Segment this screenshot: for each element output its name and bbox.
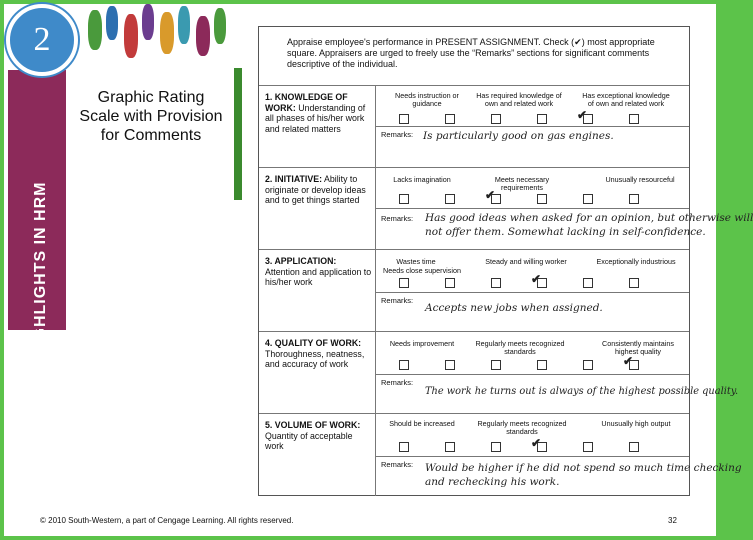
remarks-label: Remarks: bbox=[381, 378, 414, 387]
remark-text: Accepts new jobs when assigned. bbox=[425, 302, 603, 314]
copyright-footer: © 2010 South-Western, a part of Cengage Learning. All rights reserved. bbox=[40, 516, 294, 525]
rating-checkbox[interactable] bbox=[399, 442, 409, 452]
rating-checkbox[interactable] bbox=[445, 278, 455, 288]
rating-checkbox[interactable] bbox=[629, 442, 639, 452]
rating-checkbox[interactable] bbox=[399, 278, 409, 288]
rating-checkbox[interactable] bbox=[445, 194, 455, 204]
level-label: Lacks imagination bbox=[393, 175, 451, 184]
rating-checkbox[interactable] bbox=[491, 360, 501, 370]
rating-checkbox[interactable] bbox=[445, 442, 455, 452]
rating-checkbox[interactable] bbox=[491, 278, 501, 288]
check-mark: ✔ bbox=[577, 108, 588, 122]
rating-checkbox[interactable] bbox=[399, 360, 409, 370]
level-label: Consistently maintains highest quality bbox=[602, 339, 674, 356]
rating-checkbox[interactable] bbox=[445, 114, 455, 124]
level-label: Regularly meets recognized standards bbox=[477, 419, 567, 436]
remarks-label: Remarks: bbox=[381, 460, 414, 469]
remark-text: and rechecking his work. bbox=[425, 476, 560, 488]
check-mark: ✔ bbox=[531, 272, 542, 286]
level-label: Meets necessary requirements bbox=[494, 175, 550, 192]
remarks-label: Remarks: bbox=[381, 214, 414, 223]
rating-checkbox[interactable] bbox=[445, 360, 455, 370]
level-label: Unusually resourceful bbox=[605, 175, 675, 184]
rating-checkbox[interactable] bbox=[399, 194, 409, 204]
rating-checkbox[interactable] bbox=[583, 194, 593, 204]
level-label: Regularly meets recognized standards bbox=[475, 339, 565, 356]
rating-checkbox[interactable] bbox=[583, 442, 593, 452]
rating-checkbox[interactable] bbox=[537, 194, 547, 204]
level-label: Has exceptional knowledge of own and related work bbox=[582, 91, 670, 108]
trait-title: 3. APPLICATION: Attention and application to his/her work bbox=[265, 256, 372, 287]
rating-form bbox=[258, 26, 753, 496]
level-label: Wastes time bbox=[396, 257, 436, 266]
rating-checkbox[interactable] bbox=[583, 360, 593, 370]
trait-title: 2. INITIATIVE: Ability to originate or develop ideas and to get things started bbox=[265, 174, 366, 205]
level-label: Unusually high output bbox=[601, 419, 671, 428]
page-number: 32 bbox=[668, 516, 677, 525]
rating-checkbox[interactable] bbox=[583, 278, 593, 288]
trait-knowledge bbox=[259, 85, 689, 168]
remark-text: The work he turns out is always of the highest possible quality. bbox=[425, 386, 739, 397]
decorative-image bbox=[84, 4, 234, 64]
level-label: Should be increased bbox=[389, 419, 455, 428]
rating-checkbox[interactable] bbox=[491, 114, 501, 124]
level-label: Needs instruction or guidance bbox=[395, 91, 459, 108]
check-mark: ✔ bbox=[485, 188, 496, 202]
trait-title: 5. VOLUME OF WORK: Quantity of acceptable work bbox=[265, 420, 361, 451]
rating-checkbox[interactable] bbox=[537, 360, 547, 370]
remarks-label: Remarks: bbox=[381, 296, 414, 305]
trait-volume bbox=[259, 413, 742, 496]
trait-title: 1. KNOWLEDGE OF WORK: Understanding of all phases of his/her work and related matters bbox=[265, 92, 366, 134]
remark-text: Is particularly good on gas engines. bbox=[423, 130, 614, 142]
rating-checkbox[interactable] bbox=[537, 114, 547, 124]
remarks-label: Remarks: bbox=[381, 130, 414, 139]
remark-text: Would be higher if he did not spend so much time checking bbox=[425, 462, 742, 474]
level-label: Exceptionally industrious bbox=[596, 257, 676, 266]
chapter-badge: 2 bbox=[6, 4, 78, 76]
level-label: Needs close supervision bbox=[383, 266, 461, 275]
remark-text: not offer them. Somewhat lacking in self-confidence. bbox=[425, 226, 706, 238]
trait-title: 4. QUALITY OF WORK: Thoroughness, neatness, and accuracy of work bbox=[265, 338, 365, 369]
level-label: Needs improvement bbox=[389, 339, 455, 348]
rating-checkbox[interactable] bbox=[491, 442, 501, 452]
title-shadow bbox=[234, 68, 242, 200]
slide-title: Graphic Rating Scale with Provision for Comments bbox=[79, 89, 223, 144]
level-label: Steady and willing worker bbox=[485, 257, 567, 266]
trait-application bbox=[259, 249, 689, 332]
check-mark: ✔ bbox=[623, 354, 634, 368]
remark-text: Has good ideas when asked for an opinion, but otherwise will bbox=[425, 212, 753, 224]
check-mark: ✔ bbox=[531, 436, 542, 450]
rating-checkbox[interactable] bbox=[629, 194, 639, 204]
sidebar-label: HIGHLIGHTS IN HRM bbox=[32, 181, 49, 359]
trait-initiative bbox=[259, 167, 753, 250]
sidebar-band bbox=[8, 70, 66, 359]
form-instructions: Appraise employee's performance in PRESENT ASSIGNMENT. Check (✔) most appropriate square. Appraisers are urged to freely use the “Remarks” sections for significant comments descriptive of the individual. bbox=[287, 37, 655, 69]
rating-checkbox[interactable] bbox=[399, 114, 409, 124]
level-label: Has required knowledge of own and related work bbox=[476, 91, 562, 108]
rating-checkbox[interactable] bbox=[629, 114, 639, 124]
rating-checkbox[interactable] bbox=[629, 278, 639, 288]
trait-quality bbox=[259, 331, 739, 414]
